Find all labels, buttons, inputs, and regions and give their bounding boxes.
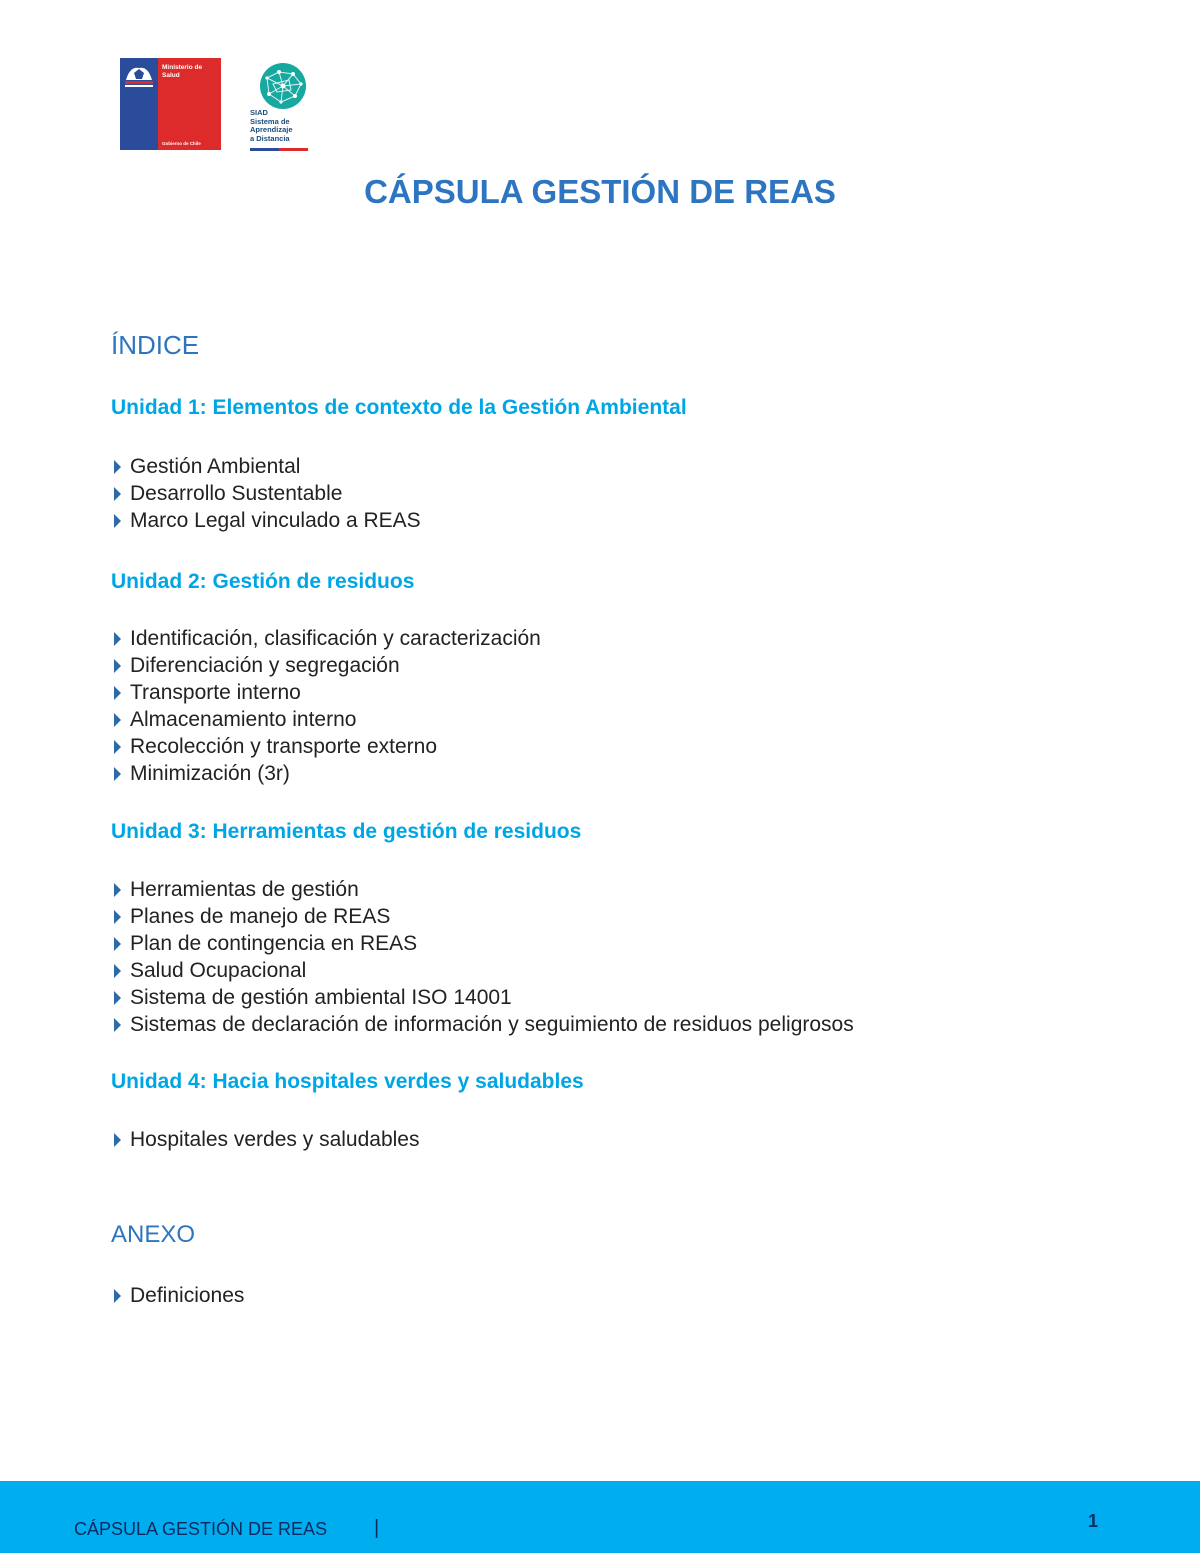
- annex-heading: ANEXO: [111, 1221, 196, 1248]
- triangle-right-bullet-icon: [114, 883, 121, 897]
- triangle-right-bullet-icon: [114, 937, 121, 951]
- list-item: Salud Ocupacional: [112, 957, 854, 984]
- list-item: Identificación, clasificación y caracterización: [112, 625, 541, 652]
- list-item: Plan de contingencia en REAS: [112, 930, 854, 957]
- unit-4-heading: Unidad 4: Hacia hospitales verdes y saludables: [111, 1070, 584, 1093]
- triangle-right-bullet-icon: [114, 991, 121, 1005]
- triangle-right-bullet-icon: [114, 910, 121, 924]
- list-item: Definiciones: [112, 1282, 244, 1309]
- list-item: Sistema de gestión ambiental ISO 14001: [112, 984, 854, 1011]
- list-item: Marco Legal vinculado a REAS: [112, 507, 421, 534]
- triangle-right-bullet-icon: [114, 767, 121, 781]
- page-footer: [0, 1481, 1200, 1553]
- triangle-right-bullet-icon: [114, 659, 121, 673]
- unit-3-heading: Unidad 3: Herramientas de gestión de residuos: [111, 820, 582, 843]
- list-item: Recolección y transporte externo: [112, 733, 541, 760]
- unit-3-topics: [112, 876, 854, 1038]
- triangle-right-bullet-icon: [114, 487, 121, 501]
- footer-separator: |: [374, 1517, 380, 1539]
- index-heading: ÍNDICE: [111, 330, 200, 360]
- triangle-right-bullet-icon: [114, 514, 121, 528]
- triangle-right-bullet-icon: [114, 686, 121, 700]
- triangle-right-bullet-icon: [114, 740, 121, 754]
- unit-2-heading: Unidad 2: Gestión de residuos: [111, 570, 415, 593]
- page-number: 1: [1088, 1511, 1099, 1531]
- list-item: Gestión Ambiental: [112, 453, 421, 480]
- list-item: Sistemas de declaración de información y seguimiento de residuos peligrosos: [112, 1011, 854, 1038]
- list-item: Herramientas de gestión: [112, 876, 854, 903]
- government-label: Gobierno de Chile: [162, 141, 201, 146]
- ministry-name: Ministerio de Salud: [162, 64, 203, 79]
- triangle-right-bullet-icon: [114, 964, 121, 978]
- triangle-right-bullet-icon: [114, 1018, 121, 1032]
- triangle-right-bullet-icon: [114, 713, 121, 727]
- annex-topics: [112, 1282, 244, 1309]
- chile-crest-icon: [122, 62, 156, 90]
- unit-1-topics: [112, 453, 421, 534]
- document-title: CÁPSULA GESTIÓN DE REAS: [364, 173, 836, 210]
- list-item: Transporte interno: [112, 679, 541, 706]
- list-item: Diferenciación y segregación: [112, 652, 541, 679]
- triangle-right-bullet-icon: [114, 1289, 121, 1303]
- list-item: Desarrollo Sustentable: [112, 480, 421, 507]
- list-item: Almacenamiento interno: [112, 706, 541, 733]
- siad-logo: [250, 62, 312, 152]
- unit-4-topics: [112, 1126, 420, 1153]
- list-item: Minimización (3r): [112, 760, 541, 787]
- siad-text: SIAD Sistema de Aprendizaje a Distancia: [250, 108, 293, 143]
- triangle-right-bullet-icon: [114, 1133, 121, 1147]
- triangle-right-bullet-icon: [114, 460, 121, 474]
- unit-1-heading: Unidad 1: Elementos de contexto de la Gestión Ambiental: [111, 396, 687, 419]
- footer-title: CÁPSULA GESTIÓN DE REAS: [74, 1519, 328, 1539]
- triangle-right-bullet-icon: [114, 632, 121, 646]
- list-item: Planes de manejo de REAS: [112, 903, 854, 930]
- siad-network-globe-icon: [259, 62, 307, 110]
- unit-2-topics: [112, 625, 541, 787]
- ministry-of-health-logo: [120, 58, 221, 150]
- list-item: Hospitales verdes y saludables: [112, 1126, 420, 1153]
